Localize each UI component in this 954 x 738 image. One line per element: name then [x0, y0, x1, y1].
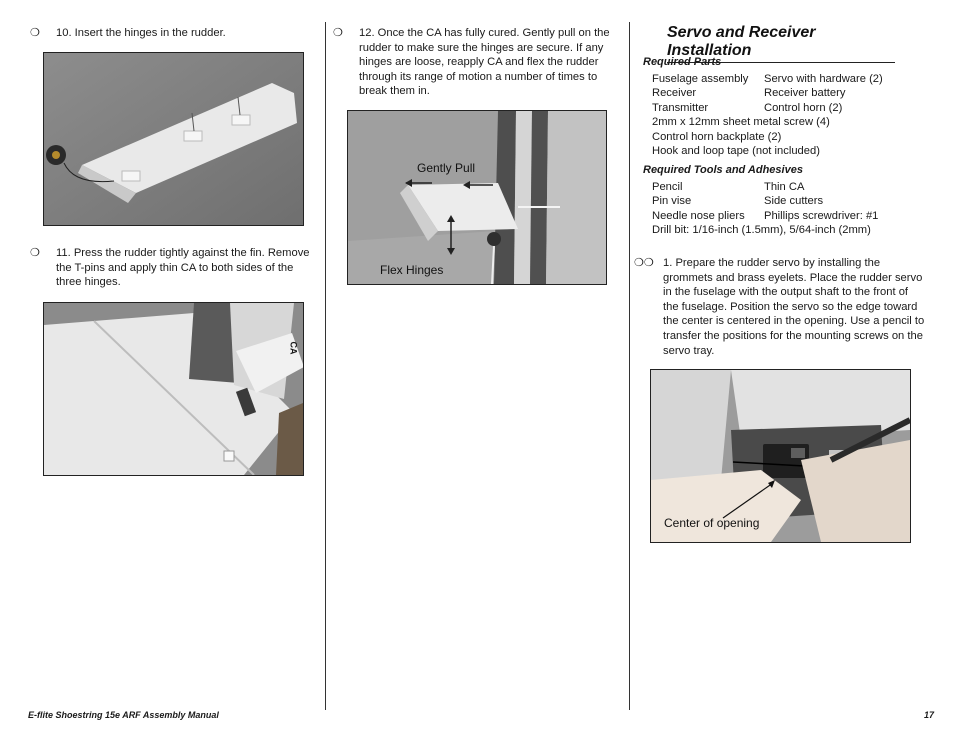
- checkbox-bullet[interactable]: ❍: [333, 27, 343, 39]
- section-title: Servo and Receiver Installation: [667, 24, 895, 63]
- ca-bottle-label: CA: [288, 341, 299, 355]
- part-name: Receiver battery: [764, 87, 846, 100]
- step-12: [333, 26, 623, 99]
- column-divider-right: [629, 22, 630, 710]
- step-1-text: 1. Prepare the rudder servo by installing the grommets and brass eyelets. Place the rudder servo in the fuselage with the output shaft to the front of the fuselage. Position the servo so the edge toward the center is centered in the opening. Use a pencil to transfer the positions for the mounting screws on the servo tray.: [663, 257, 925, 357]
- parts-row: [652, 72, 942, 86]
- parts-row: [652, 115, 942, 129]
- tool-name: Side cutters: [764, 195, 824, 208]
- tools-row: [652, 209, 942, 223]
- checkbox-bullet[interactable]: ❍: [30, 247, 40, 259]
- checkbox-bullet-pair[interactable]: ❍❍: [634, 257, 654, 269]
- tool-name: Pencil: [652, 181, 683, 193]
- photo-rudder-hinges: [43, 52, 304, 226]
- tool-name: Needle nose pliers: [652, 209, 745, 222]
- photo-servo-install: [650, 369, 911, 543]
- callout-flex-hinges: Flex Hinges: [380, 263, 444, 277]
- part-name: Control horn backplate (2): [652, 130, 782, 143]
- required-tools-heading: Required Tools and Adhesives: [643, 164, 803, 176]
- part-name: 2mm x 12mm sheet metal screw (4): [652, 116, 830, 129]
- tool-name: Thin CA: [764, 181, 805, 193]
- step-11: [30, 246, 314, 290]
- required-parts-heading: Required Parts: [643, 56, 722, 68]
- part-name: Receiver: [652, 87, 697, 100]
- tool-name: Phillips screwdriver: #1: [764, 209, 879, 222]
- part-name: Transmitter: [652, 101, 709, 114]
- part-name: Control horn (2): [764, 101, 843, 114]
- callout-center-of-opening: Center of opening: [664, 516, 760, 530]
- step-10-text: 10. Insert the hinges in the rudder.: [56, 27, 226, 39]
- callout-gently-pull: Gently Pull: [417, 161, 476, 175]
- part-name: Servo with hardware (2): [764, 73, 883, 85]
- step-10: [30, 26, 310, 41]
- part-name: Fuselage assembly: [652, 73, 749, 85]
- column-divider-left: [325, 22, 326, 710]
- footer-manual-title: E-flite Shoestring 15e ARF Assembly Manual: [28, 710, 219, 720]
- checkbox-bullet[interactable]: ❍: [30, 27, 40, 39]
- parts-row: [652, 130, 942, 144]
- parts-row: [652, 86, 942, 100]
- parts-row: [652, 144, 942, 158]
- tool-name: Drill bit: 1/16-inch (1.5mm), 5/64-inch (2mm): [652, 224, 871, 237]
- part-name: Hook and loop tape (not included): [652, 144, 820, 157]
- required-tools-list: [652, 180, 942, 238]
- photo-flex-hinges: [347, 110, 607, 285]
- required-parts-list: [652, 72, 942, 158]
- step-11-text: 11. Press the rudder tightly against the fin. Remove the T-pins and apply thin CA to both sides of the three hinges.: [56, 247, 310, 289]
- tool-name: Pin vise: [652, 195, 692, 208]
- tools-row: [652, 223, 942, 237]
- parts-row: [652, 101, 942, 115]
- step-1: [634, 256, 926, 358]
- page-number: 17: [923, 710, 934, 720]
- photo-apply-ca: [43, 302, 304, 476]
- tools-row: [652, 194, 942, 208]
- tools-row: [652, 180, 942, 194]
- step-12-text: 12. Once the CA has fully cured. Gently pull on the rudder to make sure the hinges are secure. If any hinges are loose, reapply CA and flex the rudder through its range of motion a number of times to break them in.: [359, 27, 610, 98]
